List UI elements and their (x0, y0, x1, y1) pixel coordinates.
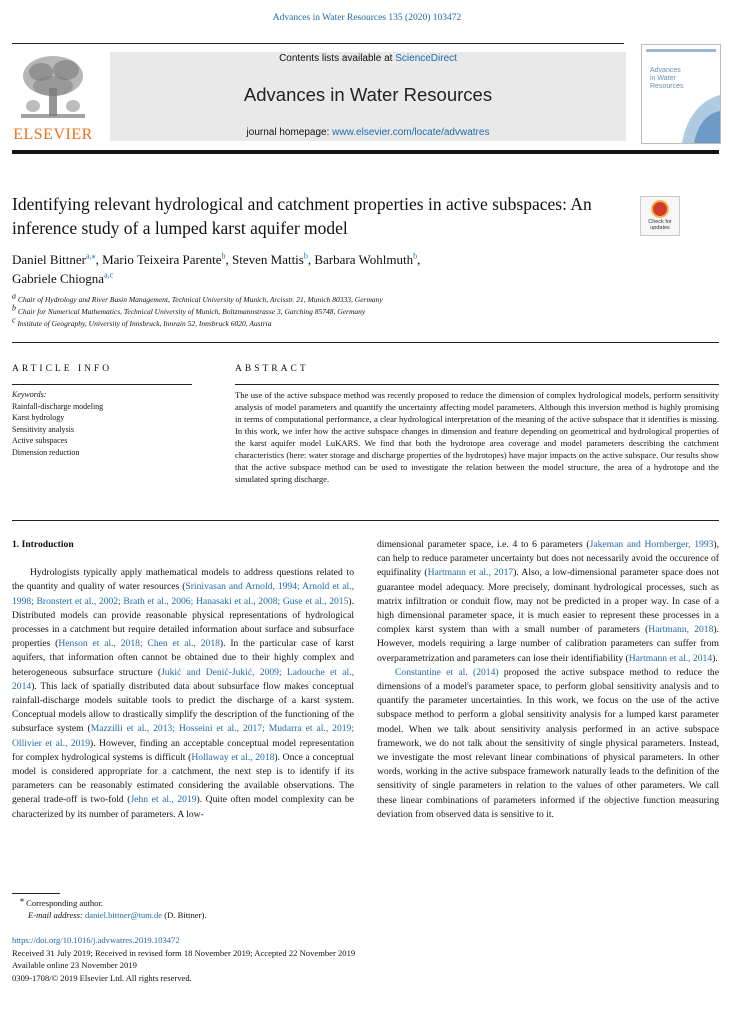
citation-link[interactable]: Mazzilli et al., 2013; Hosseini et al., 2017; Mudarra et al., 2019; Ollivier et al., 2019 (12, 723, 355, 749)
available-online: Available online 23 November 2019 (12, 960, 137, 971)
article-info-rule (12, 384, 192, 385)
keyword: Rainfall-discharge modeling (12, 401, 104, 411)
author-name[interactable]: Steven Mattis (232, 252, 304, 267)
body-text: proposed the active subspace method to reduce the dimensions of a model's parameter space, to perform global sensitivity analysis and to quantify the parameter uncertainties. In this work, we focus on the use of the active subspace method to perform a global sensitivity analysis for a lumped karst parameter model. When we talk about sensitivity analysis performed in an active subspace framework, we do not talk about the sensitivity of single physical parameters. Instead, we investigate the most relevant linear combinations of physical parameters. In other words, working in the active subspace framework naturally leads to the definition of the sensitivity of single parameters in relation to the values of other parameters. We call these linear combinations of parameters informed if the objective function measuring deviation from observed data is sensitive to it. (377, 666, 719, 820)
right-column (377, 538, 719, 822)
article-metadata (12, 934, 512, 984)
citation-link[interactable]: Srinivasan and Arnold, 1994; Arnold et al., 1998; Bronstert et al., 2002; Brath et al., 2006; Hanasaki et al., 2008; Guse et al., 2015 (12, 581, 354, 607)
intro-paragraph-2 (377, 666, 719, 822)
body-text: dimensional parameter space, i.e. 4 to 6 parameters ( (377, 539, 590, 550)
check-updates-icon (651, 200, 669, 218)
paper-title: Identifying relevant hydrological and catchment properties in active subspaces: An inference study of a lumped karst aquifer model (12, 194, 592, 238)
homepage-link[interactable]: www.elsevier.com/locate/advwatres (332, 127, 490, 138)
sciencedirect-link[interactable]: ScienceDirect (395, 53, 457, 64)
elsevier-logo (11, 52, 95, 144)
footnote-rule (12, 893, 60, 894)
contents-prefix: Contents lists available at (279, 53, 396, 64)
keyword: Dimension reduction (12, 447, 80, 457)
citation-link[interactable]: Hartmann et al., 2014 (628, 652, 713, 664)
received-dates: Received 31 July 2019; Received in revised form 18 November 2019; Accepted 22 November 2019 (12, 947, 356, 958)
homepage-line (110, 127, 626, 138)
tree-logo-icon (11, 52, 95, 124)
author-name[interactable]: Daniel Bittner (12, 252, 87, 267)
elsevier-wordmark: ELSEVIER (13, 126, 93, 143)
author-list: Daniel Bittner$^{a,⁎}$, Mario Teixeira Parente$^b$, Steven Mattis$^b$, Barbara Wohlmuth$^b$, Gabriele Chiogna$^{a,c}$ (12, 251, 421, 286)
email-link[interactable]: daniel.bittner@tum.de (84, 910, 163, 920)
citation-link[interactable]: Henson et al., 2018; Chen et al., 2018 (58, 638, 220, 650)
section-rule (12, 342, 719, 343)
abstract-rule (235, 384, 719, 385)
intro-paragraph-1-cont (377, 538, 719, 666)
body-text: ). (712, 652, 718, 664)
header-rule (12, 43, 624, 44)
body-text: ). In the particular case of karst aquifers, that information often cannot be obtained due to their highly complex and heterogeneous subsurface structure ( (12, 638, 354, 678)
author-name[interactable]: Mario Teixeira Parente (102, 252, 222, 267)
cover-art-icon (642, 45, 720, 143)
author-affil-mark[interactable]: a,⁎ (86, 251, 96, 261)
body-text: ). Also, a low-dimensional parameter space does not guarantee model adequacy. More precisely, dominant hydrological processes, such as matrix infiltration or conduit flow, may not be predicted in a proper way. In case of a high dimensional parameter space, it is much easier to represent these processes in a complex karst system than with a small number of parameters ( (377, 567, 719, 636)
section-heading: 1. Introduction (12, 539, 74, 550)
affiliations (12, 291, 612, 330)
keywords-block (12, 389, 192, 458)
body-text: ). However, models requiring a large number of calibration parameters can suffer from overparametrization and parameters can lose their identifiability ( (377, 624, 719, 664)
abstract-text: The use of the active subspace method was recently proposed to reduce the dimension of complex hydrological models, perform sensitivity analysis of model parameters and quantify the uncertainty affecting model parameters. Although this inversion method is highly promising in terms of computational performance, a clear hydrological interpretation of the meaning of the active subspace that it identifies is missing. In this work, we infer how the active subspace changes in dimension and feature depending on geometrical and hydrological properties of the karst aquifer model LuKARS. We find that both the hydrotope area coverage and model parameters describing the catchment characteristics (here: water storage and discharge properties of the hydrotopes) have major impacts on the active subspace. Our results show that the active subspace method can be used to investigate the relation between the model structure, the area of a hydrotope and the simulated spring discharge. (235, 390, 719, 484)
banner-thick-rule (12, 150, 719, 154)
cover-title: Advances in Water Resources (650, 67, 684, 90)
left-column (12, 538, 354, 822)
body-text: Hydrologists typically apply mathematical models to address questions related to the quantity and quality of water resources ( (12, 567, 354, 593)
citation-link[interactable]: Hartmann et al., 2017 (427, 567, 514, 579)
affiliation-c: $^c$ Institute of Geography, University of Innsbruck, Innrain 52, Innsbruck 6020, Austria (12, 315, 272, 328)
citation-link[interactable]: Hartmann, 2018 (648, 624, 714, 636)
body-text: ). Distributed models can provide reasonable physical representations of hydrological processes in a catchment but require detailed information about surface and subsurface properties ( (12, 595, 354, 650)
author-name[interactable]: Barbara Wohlmuth (314, 252, 414, 267)
abstract-bottom-rule (12, 520, 719, 521)
body-text: ). Quite often model complexity can be characterized by its number of parameters. A low- (12, 794, 354, 820)
author-affil-mark[interactable]: b (221, 251, 226, 261)
article-info-heading: ARTICLE INFO (12, 364, 113, 374)
homepage-prefix: journal homepage: (246, 127, 333, 138)
citation-link[interactable]: Jukić and Denić-Jukić, 2009; Ladouche et al., 2014 (12, 666, 354, 692)
author-name[interactable]: Gabriele Chiogna (12, 271, 105, 286)
citation-link[interactable]: Jakeman and Hornberger, 1993 (589, 539, 714, 550)
body-text: ). However, finding an acceptable conceptual model representation for complex hydrological systems is difficult ( (12, 737, 355, 763)
footnote: ⁎ Corresponding author. E-mail address: daniel.bittner@tum.de (D. Bittner). (20, 895, 207, 920)
author-affil-mark[interactable]: a,c (104, 270, 114, 280)
abstract-heading: ABSTRACT (235, 364, 309, 374)
citation-link[interactable]: Constantine et al. (2014) (395, 666, 499, 678)
keyword: Sensitivity analysis (12, 424, 74, 434)
journal-title: Advances in Water Resources (243, 84, 493, 105)
author-affil-mark[interactable]: b (303, 251, 308, 261)
author-affil-mark[interactable]: b (413, 251, 418, 261)
intro-paragraph-1 (12, 566, 354, 822)
keyword: Karst hydrology (12, 413, 65, 422)
body-text: ), can help to reduce parameter uncertainty but does not necessarily avoid the occurence of equifinality ( (377, 539, 720, 579)
check-for-updates-badge[interactable]: Check for updates (640, 196, 680, 236)
citation-link[interactable]: Hollaway et al., 2018 (191, 751, 275, 763)
copyright: 0309-1708/© 2019 Elsevier Ltd. All rights reserved. (12, 972, 192, 983)
running-header[interactable]: Advances in Water Resources 135 (2020) 103472 (272, 13, 462, 23)
affiliation-a: $^a$ Chair of Hydrology and River Basin Management, Technical University of Munich, Arcisstr. 21, Munich 80333, Germany (12, 291, 383, 304)
journal-cover[interactable] (641, 44, 721, 144)
body-text: ). This lack of spatially distributed data about subsurface flow makes conceptual rainfall-discharge models suitable tools to predict the discharge of a karst system. Conceptual models allow to drastically simplify the description of the functioning of the subsurface system ( (12, 680, 354, 735)
affiliation-b: $^b$ Chair for Numerical Mathematics, Technical University of Munich, Boltzmannstrasse 3, Garching 85748, Germany (12, 303, 366, 316)
doi-link[interactable]: https://doi.org/10.1016/j.advwatres.2019.103472 (12, 935, 180, 945)
contents-line (110, 53, 626, 64)
keyword: Active subspaces (12, 436, 68, 445)
body-text: ). Once a conceptual model is considered appropriate for a catchment, the next step is to identify if its parameters can be reasonably estimated considering the available observations. The general trade-off is two-fold ( (12, 751, 355, 806)
citation-link[interactable]: Jehn et al., 2019 (130, 794, 197, 806)
keywords-label: Keywords: (12, 390, 47, 399)
